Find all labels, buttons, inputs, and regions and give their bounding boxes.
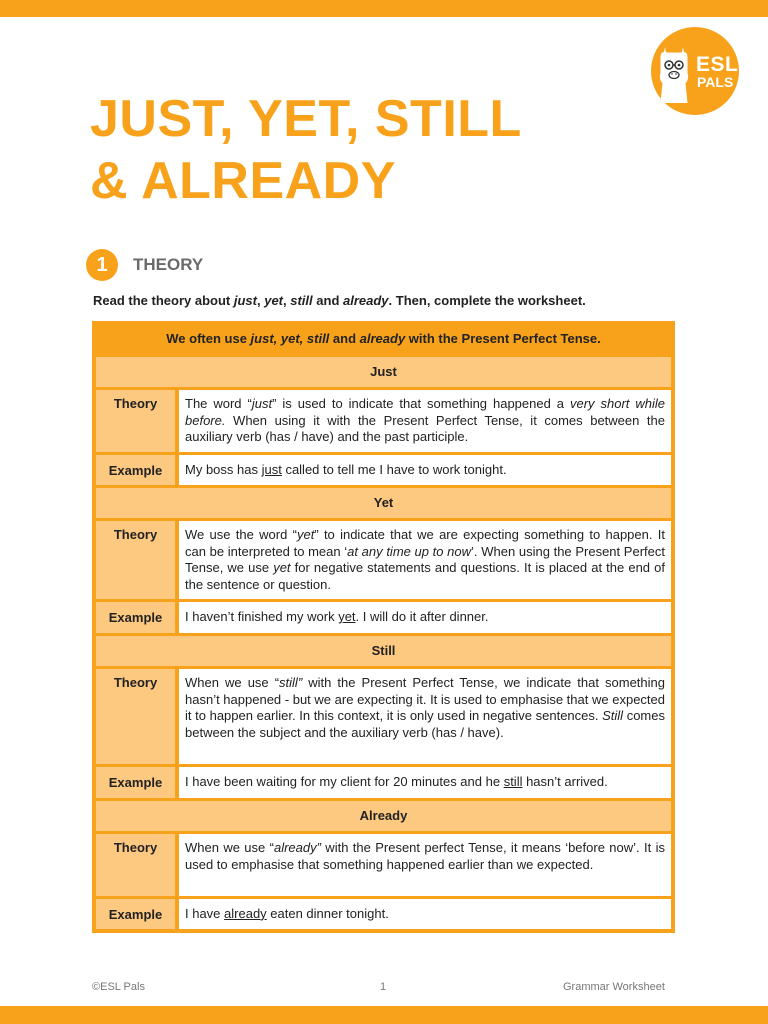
footer-page-number: 1	[380, 981, 387, 993]
theory-row-still	[96, 669, 671, 764]
footer-label: Grammar Worksheet	[563, 981, 665, 993]
theory-label: Theory	[96, 669, 175, 764]
section-heading-still	[96, 636, 671, 666]
example-row-still	[96, 767, 671, 798]
title-line-1: JUST, YET, STILL	[90, 90, 522, 148]
theory-text-yet: We use the word “yet” to indicate that we are expecting something to happen. It can be interpreted to mean ‘at any time up to now’. When using the Present Perfect Tense, we use yet for negative statements and questions. It is placed at the end of the sentence or question.	[179, 521, 671, 599]
theory-row-yet	[96, 521, 671, 599]
section-heading: THEORY	[133, 255, 204, 274]
heading-still: Still	[96, 636, 671, 666]
example-row-already	[96, 899, 671, 929]
example-text-already: I have already eaten dinner tonight.	[179, 899, 671, 929]
table-header: We often use just, yet, still and already with the Present Perfect Tense.	[166, 331, 601, 346]
heading-just: Just	[96, 357, 671, 387]
theory-label: Theory	[96, 390, 175, 452]
example-row-yet	[96, 602, 671, 633]
theory-label: Theory	[96, 834, 175, 896]
section-heading-yet	[96, 488, 671, 518]
example-label: Example	[96, 602, 175, 633]
example-row-just	[96, 455, 671, 485]
section-number-badge: 1	[86, 249, 118, 281]
theory-text-still: When we use “still” with the Present Perfect Tense, we indicate that something hasn’t happened - but we are expecting it. It is used to emphasise that we expected it to happen earlier. In this context, it is only used in negative sentences. Still comes between the subject and the auxiliary verb (has / have).	[179, 669, 671, 764]
heading-already: Already	[96, 801, 671, 831]
theory-row-already	[96, 834, 671, 896]
section-heading-already	[96, 801, 671, 831]
logo-text-pals: PALS	[697, 74, 734, 90]
top-accent-bar	[0, 0, 768, 17]
example-text-just: My boss has just called to tell me I have to work tonight.	[179, 455, 671, 485]
theory-text-just: The word “just” is used to indicate that something happened a very short while before. When using it with the Present Perfect Tense, it comes between the auxiliary verb (has / have) and the past participle.	[179, 390, 671, 452]
example-text-still: I have been waiting for my client for 20 minutes and he still hasn’t arrived.	[179, 767, 671, 798]
theory-label: Theory	[96, 521, 175, 599]
theory-table	[92, 321, 675, 933]
bottom-accent-bar	[0, 1006, 768, 1024]
page-title	[90, 88, 522, 212]
footer-copyright: ©ESL Pals	[92, 981, 145, 993]
example-label: Example	[96, 455, 175, 485]
example-label: Example	[96, 767, 175, 798]
example-text-yet: I haven’t finished my work yet. I will do it after dinner.	[179, 602, 671, 633]
theory-row-just	[96, 390, 671, 452]
theory-text-already: When we use “already” with the Present perfect Tense, it means ‘before now’. It is used to emphasise that something happened earlier than we expected.	[179, 834, 671, 896]
section-heading-just	[96, 357, 671, 387]
intro-instruction: Read the theory about just, yet, still and already. Then, complete the worksheet.	[93, 293, 586, 308]
example-label: Example	[96, 899, 175, 929]
heading-yet: Yet	[96, 488, 671, 518]
llama-icon	[657, 43, 697, 103]
logo-text-esl: ESL	[696, 53, 739, 76]
esl-pals-logo	[651, 27, 739, 115]
title-line-2: & ALREADY	[90, 152, 396, 210]
